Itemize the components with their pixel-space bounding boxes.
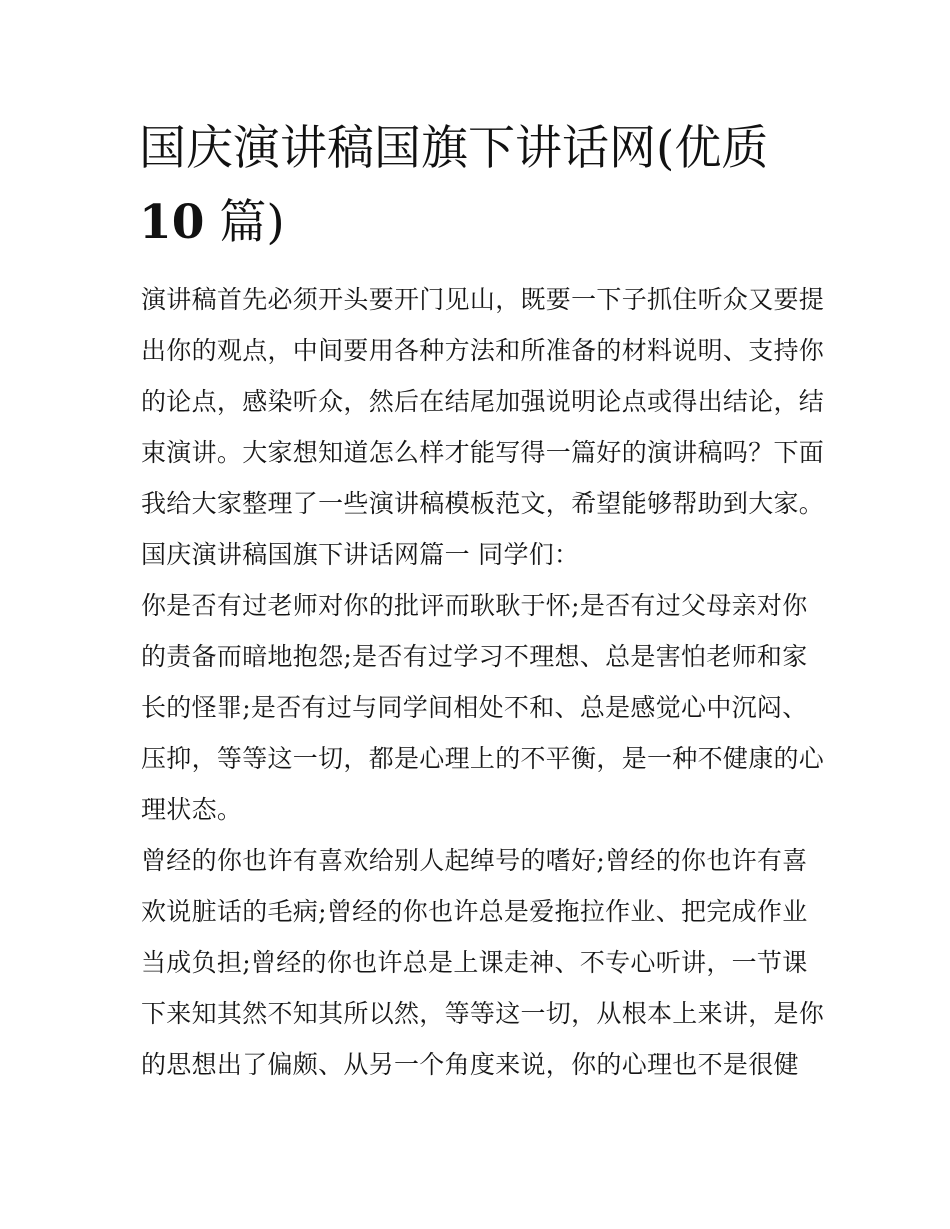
body-line: 你是否有过老师对你的批评而耿耿于怀;是否有过父母亲对你 (141, 591, 808, 620)
body-line: 压抑，等等这一切，都是心理上的不平衡，是一种不健康的心 (141, 744, 825, 773)
title-line-2-rest: 篇) (204, 195, 285, 250)
document-body (141, 274, 825, 1090)
body-line: 的责备而暗地抱怨;是否有过学习不理想、总是害怕老师和家 (141, 642, 808, 671)
body-line: 的思想出了偏颇、从另一个角度来说，你的心理也不是很健 (141, 1050, 799, 1079)
document-title (139, 112, 819, 260)
section-heading-line: 国庆演讲稿国旗下讲话网篇一 同学们： (141, 540, 580, 569)
body-line: 我给大家整理了一些演讲稿模板范文，希望能够帮助到大家。 (141, 489, 825, 518)
body-line: 出你的观点，中间要用各种方法和所准备的材料说明、支持你 (141, 336, 825, 365)
body-line: 的论点，感染听众，然后在结尾加强说明论点或得出结论，结 (141, 387, 825, 416)
body-line: 理状态。 (141, 795, 243, 824)
title-line-1: 国庆演讲稿国旗下讲话网(优质 (139, 121, 769, 176)
body-line: 束演讲。大家想知道怎么样才能写得一篇好的演讲稿吗？下面 (141, 438, 825, 467)
body-line: 曾经的你也许有喜欢给别人起绰号的嗜好;曾经的你也许有喜 (141, 846, 808, 875)
body-line: 长的怪罪;是否有过与同学间相处不和、总是感觉心中沉闷、 (141, 693, 808, 722)
title-number: 10 (139, 195, 205, 250)
body-line: 下来知其然不知其所以然，等等这一切，从根本上来讲，是你 (141, 999, 825, 1028)
body-line: 演讲稿首先必须开头要开门见山，既要一下子抓住听众又要提 (141, 285, 825, 314)
body-line: 当成负担;曾经的你也许总是上课走神、不专心听讲，一节课 (141, 948, 808, 977)
body-line: 欢说脏话的毛病;曾经的你也许总是爱拖拉作业、把完成作业 (141, 897, 808, 926)
